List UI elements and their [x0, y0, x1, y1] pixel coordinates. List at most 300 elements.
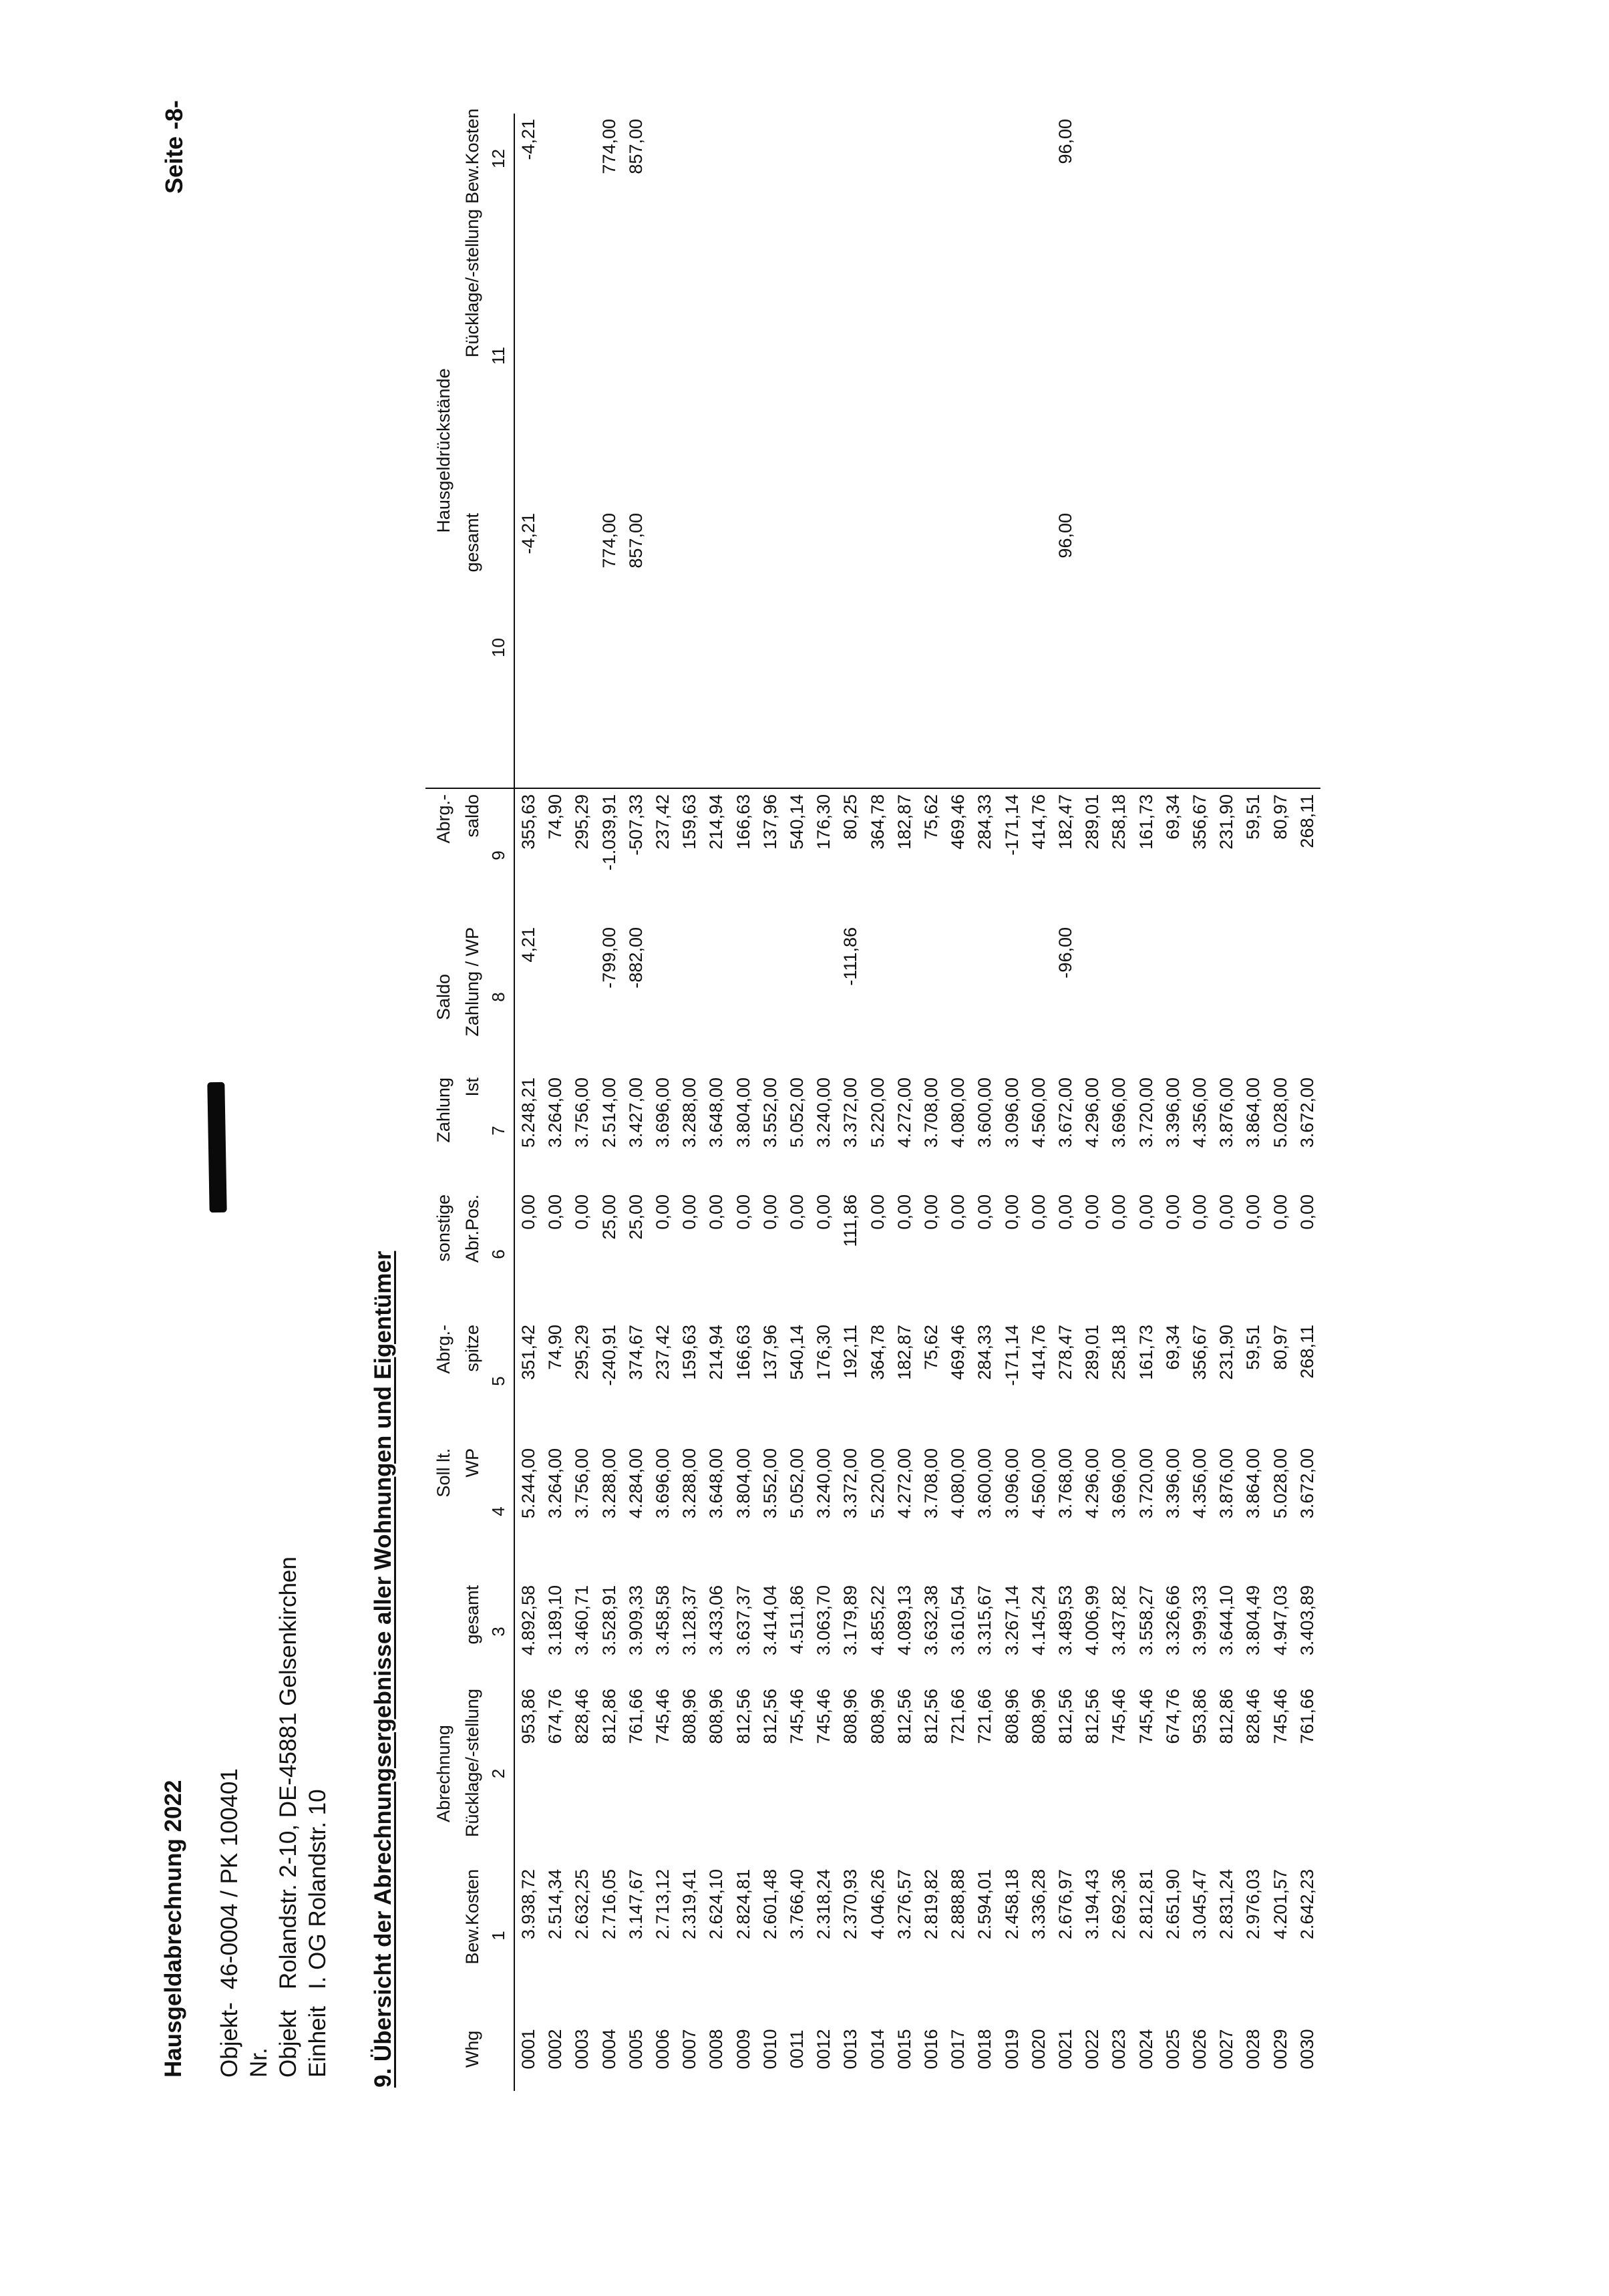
table-cell	[783, 508, 810, 788]
table-cell	[1105, 114, 1132, 204]
table-cell: 414,76	[1025, 788, 1052, 922]
table-cell: 3.804,00	[733, 1078, 753, 1148]
table-cell	[568, 508, 595, 788]
unit-id-cell: 0029	[1270, 2029, 1290, 2070]
table-cell: 3.458,58	[653, 1585, 673, 1656]
table-cell: 3.315,67	[974, 1585, 995, 1656]
table-cell: 3.648,00	[706, 1078, 727, 1148]
column-label: saldo	[454, 788, 483, 922]
table-cell	[1240, 114, 1266, 204]
table-cell: 2.642,23	[1296, 1869, 1317, 1940]
table-cell: 0,00	[894, 1194, 914, 1230]
table-cell	[1240, 204, 1266, 508]
table-row	[1133, 114, 1159, 2091]
table-cell: 4.284,00	[625, 1448, 646, 1519]
table-cell: -1.039,91	[596, 788, 622, 922]
table-cell	[757, 204, 783, 508]
table-cell: 808,96	[1001, 1689, 1022, 1744]
table-cell: 721,66	[974, 1689, 995, 1744]
table-cell: 3.648,00	[706, 1448, 727, 1519]
table-cell: 3.189,10	[545, 1585, 566, 1656]
table-cell	[1079, 922, 1105, 1072]
table-cell	[971, 204, 998, 508]
table-cell	[1294, 922, 1320, 1072]
table-cell: 4.296,00	[1082, 1448, 1103, 1519]
table-cell: 4.356,00	[1190, 1078, 1210, 1148]
table-cell: 176,30	[814, 1325, 834, 1380]
table-cell: 4.272,00	[894, 1448, 914, 1519]
meta-row-einheit	[303, 1556, 333, 2078]
table-cell: 3.063,70	[814, 1585, 834, 1656]
page-number: Seite -8-	[160, 100, 188, 194]
table-cell: 3.756,00	[572, 1448, 592, 1519]
table-cell: 69,34	[1159, 788, 1186, 922]
table-cell: 2.319,41	[679, 1869, 700, 1940]
table-cell	[568, 204, 595, 508]
table-cell: 3.427,00	[625, 1078, 646, 1148]
table-cell	[918, 204, 944, 508]
table-cell	[783, 922, 810, 1072]
table-cell	[542, 204, 568, 508]
table-cell: 4.855,22	[867, 1585, 888, 1656]
table-cell: 59,51	[1243, 1325, 1264, 1370]
table-cell: 4.296,00	[1082, 1078, 1103, 1148]
table-cell	[1159, 204, 1186, 508]
table-cell: 2.601,48	[759, 1869, 780, 1940]
table-cell: 268,11	[1294, 788, 1320, 922]
meta-value: 46-0004 / PK 100401	[216, 1768, 242, 1989]
table-cell: 812,56	[894, 1689, 914, 1744]
table-cell	[864, 114, 891, 204]
table-cell: 258,18	[1105, 788, 1132, 922]
document-title: Hausgeldabrechnung 2022	[160, 1780, 186, 2078]
table-cell	[891, 204, 918, 508]
table-cell: 5.248,21	[518, 1078, 538, 1148]
table-cell: 182,47	[1052, 788, 1079, 922]
unit-id-cell: 0008	[706, 2029, 727, 2070]
table-cell	[1025, 204, 1052, 508]
table-cell: 4.356,00	[1190, 1448, 1210, 1519]
table-cell: 3.708,00	[921, 1448, 942, 1519]
table-cell: 812,56	[921, 1689, 942, 1744]
table-cell: 137,96	[759, 1325, 780, 1380]
table-cell	[1079, 204, 1105, 508]
table-cell: 828,46	[1243, 1689, 1264, 1744]
table-cell: 0,00	[1243, 1194, 1264, 1230]
table-cell: 0,00	[1296, 1194, 1317, 1230]
table-cell: 0,00	[787, 1194, 808, 1230]
group-header-rueckstaende: Hausgeldrückstände	[433, 368, 454, 533]
table-cell: 4.201,57	[1270, 1869, 1290, 1940]
table-cell	[918, 114, 944, 204]
unit-id-cell: 0007	[679, 2029, 700, 2070]
column-number: 2	[488, 1768, 508, 1779]
table-cell: 96,00	[1055, 118, 1076, 164]
table-cell: 812,56	[759, 1689, 780, 1744]
table-cell: 2.831,24	[1216, 1869, 1237, 1940]
table-cell	[1186, 922, 1213, 1072]
table-cell	[1186, 114, 1213, 204]
unit-id-cell: 0022	[1082, 2029, 1103, 2070]
table-cell: 3.766,40	[787, 1869, 808, 1940]
table-cell: 364,78	[864, 788, 891, 922]
table-cell: -882,00	[625, 927, 646, 989]
table-cell: 4,21	[518, 927, 538, 963]
table-cell: 74,90	[542, 788, 568, 922]
table-cell: 214,94	[703, 788, 729, 922]
column-number: 1	[488, 1931, 508, 1941]
column-number: 5	[488, 1376, 508, 1386]
table-cell	[1133, 508, 1159, 788]
table-cell	[1159, 922, 1186, 1072]
table-cell	[568, 922, 595, 1072]
column-label: Bew.Kosten	[462, 1869, 482, 1965]
table-cell: 3.045,47	[1190, 1869, 1210, 1940]
table-cell: 3.600,00	[974, 1448, 995, 1519]
table-cell: -4,21	[518, 513, 538, 554]
table-cell: 4.145,24	[1028, 1585, 1049, 1656]
table-cell: 3.768,00	[1055, 1448, 1076, 1519]
table-cell: 0,00	[1001, 1194, 1022, 1230]
table-cell: 774,00	[598, 513, 619, 568]
column-number: 7	[488, 1126, 508, 1136]
unit-id-cell: 0009	[733, 2029, 753, 2070]
table-cell: 0,00	[1216, 1194, 1237, 1230]
table-row	[1052, 114, 1079, 2091]
table-cell	[864, 922, 891, 1072]
table-cell	[1267, 508, 1294, 788]
table-cell: 0,00	[733, 1194, 753, 1230]
table-cell: 159,63	[679, 1325, 700, 1380]
table-cell	[542, 508, 568, 788]
unit-id-cell: 0006	[653, 2029, 673, 2070]
table-cell: 59,51	[1240, 788, 1266, 922]
table-cell	[971, 508, 998, 788]
table-cell: 214,94	[706, 1325, 727, 1380]
table-cell	[1240, 922, 1266, 1072]
table-cell: 3.489,53	[1055, 1585, 1076, 1656]
table-cell: 0,00	[1270, 1194, 1290, 1230]
table-cell: 0,00	[1082, 1194, 1103, 1230]
table-cell: 2.888,88	[948, 1869, 968, 1940]
table-cell: 2.976,03	[1243, 1869, 1264, 1940]
table-cell: 2.594,01	[974, 1869, 995, 1940]
table-cell	[971, 114, 998, 204]
section-title: 9. Übersicht der Abrechnungsergebnisse aller Wohnungen und Eigentümer	[370, 1251, 396, 2088]
table-cell	[1159, 114, 1186, 204]
unit-id-cell: 0004	[598, 2029, 619, 2070]
table-cell: 812,56	[733, 1689, 753, 1744]
table-cell: 176,30	[810, 788, 837, 922]
table-cell: 2.676,97	[1055, 1869, 1076, 1940]
table-cell: 469,46	[948, 1325, 968, 1380]
column-number: 12	[488, 149, 508, 168]
column-label: gesamt	[462, 513, 482, 572]
table-cell: 3.999,33	[1190, 1585, 1210, 1656]
table-cell: 0,00	[1162, 1194, 1183, 1230]
table-cell: 364,78	[867, 1325, 888, 1380]
table-cell: -240,91	[598, 1325, 619, 1386]
table-cell: 3.396,00	[1162, 1078, 1183, 1148]
table-row	[971, 114, 998, 2091]
table-cell	[649, 114, 676, 204]
table-cell: 355,63	[514, 788, 542, 922]
table-cell	[1267, 114, 1294, 204]
table-cell: 5.028,00	[1270, 1078, 1290, 1148]
table-cell: 828,46	[572, 1689, 592, 1744]
table-cell	[944, 922, 971, 1072]
group-header-abrg-spitze: Abrg.-	[433, 1325, 454, 1374]
column-number: 10	[488, 638, 508, 657]
table-cell	[1186, 204, 1213, 508]
table-row	[1267, 114, 1294, 2091]
table-cell: 2.713,12	[653, 1869, 673, 1940]
table-cell	[703, 204, 729, 508]
unit-id-cell: 0015	[894, 2029, 914, 2070]
table-cell: 745,46	[814, 1689, 834, 1744]
table-cell: 3.147,67	[625, 1869, 646, 1940]
table-cell: 80,97	[1267, 788, 1294, 922]
column-label: spitze	[462, 1325, 482, 1372]
table-cell: 5.244,00	[518, 1448, 538, 1519]
group-header-soll: Soll lt.	[433, 1448, 454, 1498]
table-cell: 96,00	[1055, 513, 1076, 558]
table-cell: 231,90	[1216, 1325, 1237, 1380]
table-cell: 268,11	[1296, 1325, 1317, 1379]
table-cell: 3.433,06	[706, 1585, 727, 1656]
table-cell: 808,96	[867, 1689, 888, 1744]
table-cell: 540,14	[783, 788, 810, 922]
table-row	[622, 114, 649, 2091]
table-cell: 2.812,81	[1135, 1869, 1156, 1940]
table-cell: 808,96	[679, 1689, 700, 1744]
table-cell: 0,00	[679, 1194, 700, 1230]
table-cell: 3.672,00	[1296, 1448, 1317, 1519]
table-row	[837, 114, 864, 2091]
table-cell: 2.370,93	[840, 1869, 861, 1940]
unit-id-cell: 0027	[1216, 2029, 1237, 2070]
table-cell: 137,96	[757, 788, 783, 922]
unit-id-cell: 0014	[867, 2029, 888, 2070]
column-label: Zahlung / WP	[462, 927, 482, 1037]
table-cell	[1294, 204, 1320, 508]
table-cell: 3.414,04	[759, 1585, 780, 1656]
table-cell: 3.804,00	[733, 1448, 753, 1519]
table-body	[514, 114, 1320, 2091]
table-cell: 80,25	[837, 788, 864, 922]
table-cell: 3.552,00	[759, 1448, 780, 1519]
table-cell: 953,86	[1190, 1689, 1210, 1744]
table-cell: 3.708,00	[921, 1078, 942, 1148]
table-row	[810, 114, 837, 2091]
table-cell: 80,97	[1270, 1325, 1290, 1370]
meta-value: I. OG Rolandstr. 10	[305, 1789, 331, 1989]
table-row	[649, 114, 676, 2091]
table-cell: -96,00	[1055, 927, 1076, 979]
table-cell	[999, 204, 1025, 508]
table-cell	[1267, 922, 1294, 1072]
column-number: 11	[488, 347, 508, 365]
table-cell: 3.437,82	[1109, 1585, 1129, 1656]
table-cell: 289,01	[1082, 1325, 1103, 1380]
table-cell: 761,66	[1296, 1689, 1317, 1744]
table-cell: 953,86	[518, 1689, 538, 1744]
table-cell: 237,42	[649, 788, 676, 922]
table-row	[676, 114, 703, 2091]
table-cell	[971, 922, 998, 1072]
table-cell: 25,00	[625, 1194, 646, 1240]
column-label: Rücklage/-stellung	[462, 209, 482, 358]
unit-id-cell: 0016	[921, 2029, 942, 2070]
table-cell: 74,90	[545, 1325, 566, 1370]
table-row	[542, 114, 568, 2091]
table-cell	[649, 922, 676, 1072]
table-cell: 237,42	[653, 1325, 673, 1380]
table-cell: 3.938,72	[518, 1869, 538, 1940]
table-cell: 2.514,00	[598, 1078, 619, 1148]
table-cell: 808,96	[840, 1689, 861, 1744]
table-cell: 295,29	[568, 788, 595, 922]
table-cell: 0,00	[518, 1194, 538, 1230]
table-cell: 2.819,82	[921, 1869, 942, 1940]
table-cell	[1079, 508, 1105, 788]
table-cell: 3.179,89	[840, 1585, 861, 1656]
table-cell	[730, 922, 757, 1072]
table-cell: 761,66	[625, 1689, 646, 1744]
group-header-zahlung: Zahlung	[433, 1078, 454, 1143]
table-row	[1186, 114, 1213, 2091]
table-cell: 3.128,37	[679, 1585, 700, 1656]
table-cell: 3.696,00	[653, 1078, 673, 1148]
column-label: Rücklage/-stellung	[462, 1689, 482, 1838]
table-cell: 808,96	[706, 1689, 727, 1744]
table-cell	[649, 204, 676, 508]
table-row	[1025, 114, 1052, 2091]
table-cell	[1105, 508, 1132, 788]
table-cell: 111,86	[840, 1194, 861, 1247]
table-cell: 166,63	[730, 788, 757, 922]
meta-label: Objekt	[275, 2009, 301, 2078]
column-number: 6	[488, 1249, 508, 1259]
table-cell: 3.288,00	[679, 1448, 700, 1519]
table-cell: 3.696,00	[653, 1448, 673, 1519]
table-cell: 356,67	[1190, 1325, 1210, 1380]
table-cell	[999, 922, 1025, 1072]
table-cell	[918, 922, 944, 1072]
table-row	[944, 114, 971, 2091]
column-label: Abr.Pos.	[462, 1194, 482, 1263]
table-row	[730, 114, 757, 2091]
table-cell: 3.876,00	[1216, 1448, 1237, 1519]
meta-label: Einheit	[305, 2005, 331, 2078]
table-cell	[1294, 508, 1320, 788]
table-cell: 192,11	[840, 1325, 861, 1379]
table-cell: 3.632,38	[921, 1585, 942, 1656]
table-cell: 812,86	[598, 1689, 619, 1744]
table-cell: 284,33	[974, 1325, 995, 1380]
table-cell: 812,56	[1082, 1689, 1103, 1744]
meta-row-objekt-nr	[215, 1556, 274, 2078]
object-metadata	[215, 1556, 333, 2078]
group-header-row	[425, 114, 454, 2091]
table-cell: 2.624,10	[706, 1869, 727, 1940]
table-cell: 2.458,18	[1001, 1869, 1022, 1940]
unit-id-cell: 0001	[518, 2029, 538, 2070]
table-row	[1159, 114, 1186, 2091]
table-cell: 0,00	[653, 1194, 673, 1230]
meta-row-objekt	[274, 1556, 303, 2078]
table-cell: 3.096,00	[1001, 1448, 1022, 1519]
table-cell: 5.052,00	[787, 1448, 808, 1519]
table-cell: 356,67	[1186, 788, 1213, 922]
table-cell: 166,63	[733, 1325, 753, 1380]
table-cell: 857,00	[625, 513, 646, 568]
unit-id-cell: 0020	[1028, 2029, 1049, 2070]
unit-id-cell: 0023	[1109, 2029, 1129, 2070]
table-cell: 2.824,81	[733, 1869, 753, 1940]
table-cell	[1240, 508, 1266, 788]
table-cell: 231,90	[1213, 788, 1240, 922]
unit-id-cell: 0024	[1135, 2029, 1156, 2070]
table-row	[783, 114, 810, 2091]
table-cell	[837, 204, 864, 508]
table-cell: 3.637,37	[733, 1585, 753, 1656]
table-cell	[596, 204, 622, 508]
table-cell: 674,76	[545, 1689, 566, 1744]
unit-id-cell: 0012	[814, 2029, 834, 2070]
table-cell: 5.220,00	[867, 1448, 888, 1519]
table-row	[596, 114, 622, 2091]
table-cell	[864, 204, 891, 508]
table-cell: 75,62	[918, 788, 944, 922]
table-cell: 161,73	[1135, 1325, 1156, 1380]
column-label-row	[454, 114, 483, 2091]
table-cell: 3.288,00	[598, 1448, 619, 1519]
table-cell: 3.240,00	[814, 1448, 834, 1519]
table-cell: 745,46	[787, 1689, 808, 1744]
table-row	[864, 114, 891, 2091]
table-cell: 3.336,28	[1028, 1869, 1049, 1940]
table-cell	[1133, 204, 1159, 508]
table-cell	[542, 922, 568, 1072]
table-cell	[676, 114, 703, 204]
table-cell: 0,00	[921, 1194, 942, 1230]
table-cell: 0,00	[545, 1194, 566, 1230]
table-cell	[1052, 204, 1079, 508]
table-cell: -799,00	[598, 927, 619, 989]
table-cell: 3.264,00	[545, 1078, 566, 1148]
table-cell: 295,29	[572, 1325, 592, 1380]
table-cell	[810, 922, 837, 1072]
column-label: WP	[462, 1448, 482, 1478]
table-cell: 0,00	[1190, 1194, 1210, 1230]
table-cell	[730, 114, 757, 204]
meta-label: Objekt-Nr.	[216, 2002, 272, 2078]
table-cell	[1133, 114, 1159, 204]
table-cell: 4.511,86	[787, 1585, 808, 1655]
table-cell	[568, 114, 595, 204]
table-cell: 351,42	[518, 1325, 538, 1380]
table-row	[757, 114, 783, 2091]
table-cell: 0,00	[974, 1194, 995, 1230]
unit-id-cell: 0018	[974, 2029, 995, 2070]
unit-id-cell: 0030	[1296, 2029, 1317, 2070]
table-cell	[1025, 922, 1052, 1072]
table-cell: 3.909,33	[625, 1585, 646, 1656]
table-cell	[1213, 114, 1240, 204]
table-cell: 289,01	[1079, 788, 1105, 922]
table-cell	[1294, 114, 1320, 204]
